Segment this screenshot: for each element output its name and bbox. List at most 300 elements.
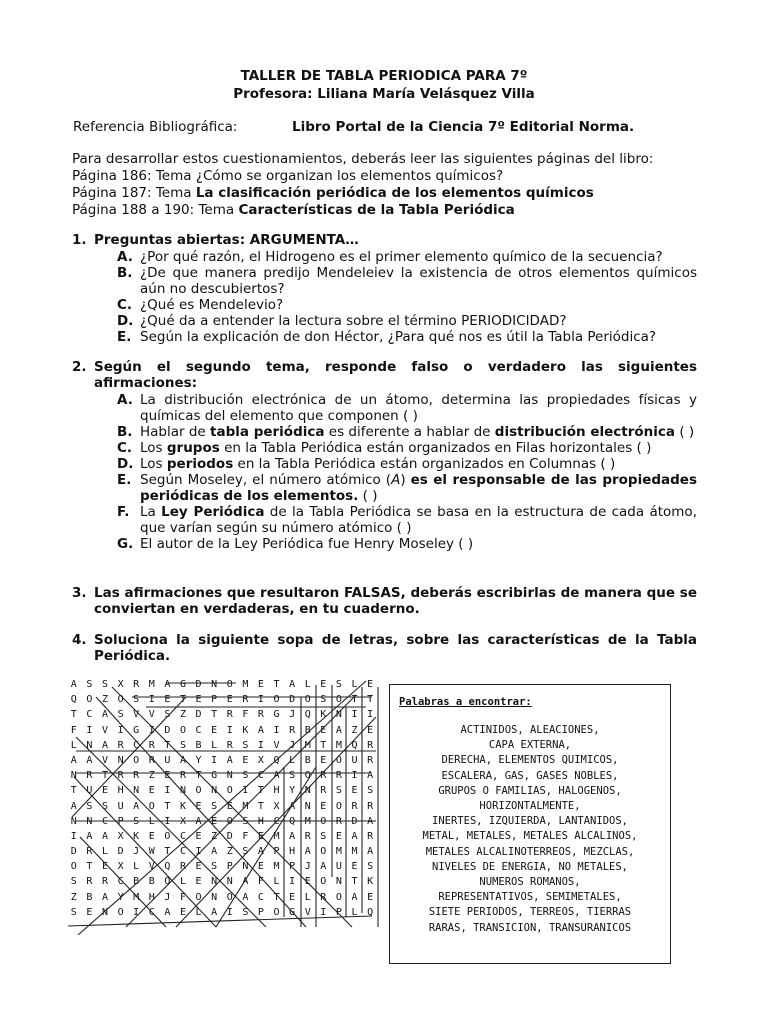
grid-letter: T (179, 694, 186, 706)
grid-letter: D (351, 815, 358, 827)
grid-letter: S (133, 694, 140, 706)
grid-letter: A (257, 724, 264, 736)
grid-letter: E (101, 785, 108, 797)
section-heading: 4. Soluciona la siguiente sopa de letras, sobre las características de la Tabla Periódica. (72, 632, 697, 664)
grid-letter: A (70, 754, 77, 766)
grid-letter: E (211, 724, 218, 736)
grid-letter: S (242, 770, 249, 782)
grid-letter: E (351, 861, 358, 873)
grid-letter: H (273, 785, 280, 797)
section-open-questions (72, 232, 697, 345)
grid-letter: I (148, 694, 155, 706)
grid-letter: R (242, 694, 249, 706)
grid-row (66, 707, 378, 722)
grid-letter: T (164, 846, 171, 858)
grid-letter: H (117, 785, 124, 797)
words-list (390, 723, 670, 936)
grid-letter: O (226, 891, 233, 903)
grid-letter: R (257, 709, 264, 721)
grid-letter: S (367, 785, 374, 797)
grid-letter: T (101, 770, 108, 782)
grid-letter: S (242, 846, 249, 858)
grid-letter: L (211, 739, 218, 751)
grid-row (66, 753, 378, 768)
grid-letter: S (179, 739, 186, 751)
grid-letter: W (148, 846, 155, 858)
grid-letter: A (226, 754, 233, 766)
grid-letter: M (351, 846, 358, 858)
grid-row (66, 768, 378, 783)
grid-row (66, 738, 378, 753)
grid-letter: D (289, 694, 296, 706)
grid-letter: Q (70, 694, 77, 706)
grid-letter: D (117, 846, 124, 858)
grid-letter: R (320, 891, 327, 903)
grid-letter: R (148, 739, 155, 751)
grid-letter: M (335, 739, 342, 751)
grid-letter: E (320, 679, 327, 690)
grid-letter: O (304, 694, 311, 706)
intro-line: Página 187: Tema La clasificación periódica de los elementos químicos (72, 185, 594, 201)
grid-letter: E (257, 861, 264, 873)
grid-letter: N (86, 739, 93, 751)
worksheet-title: TALLER DE TABLA PERIODICA PARA 7º (240, 68, 528, 84)
grid-letter: C (148, 906, 155, 918)
grid-letter: O (226, 785, 233, 797)
grid-letter: C (179, 846, 186, 858)
grid-letter: A (289, 800, 296, 812)
grid-letter: L (133, 861, 140, 873)
grid-letter: J (133, 846, 140, 858)
words-line: METALES ALCALINOTERREOS, MEZCLAS, (425, 845, 635, 858)
grid-letter: O (117, 906, 124, 918)
grid-letter: I (273, 724, 280, 736)
words-line: SIETE PERIODOS, TERREOS, TIERRAS (428, 906, 632, 919)
section-word-search (72, 632, 697, 664)
grid-letter: R (335, 815, 342, 827)
grid-letter: F (70, 724, 77, 736)
grid-letter: S (101, 679, 108, 690)
grid-letter: N (335, 709, 342, 721)
grid-letter: T (273, 891, 280, 903)
grid-letter: S (335, 679, 342, 690)
grid-letter: O (273, 906, 280, 918)
grid-letter: N (304, 785, 311, 797)
grid-letter: G (179, 679, 186, 690)
grid-letter: U (335, 861, 342, 873)
grid-letter: Z (351, 724, 358, 736)
grid-letter: L (179, 876, 186, 888)
grid-letter: O (335, 891, 342, 903)
grid-letter: B (86, 891, 93, 903)
grid-letter: B (195, 739, 202, 751)
grid-letter: R (335, 770, 342, 782)
grid-letter: L (70, 739, 77, 751)
grid-letter: J (164, 891, 171, 903)
grid-letter: Q (164, 861, 171, 873)
grid-letter: I (70, 830, 77, 842)
grid-letter: A (70, 679, 77, 690)
statement-item: B. Hablar de tabla periódica es diferente a hablar de distribución electrónica ( ) (117, 424, 695, 440)
grid-letter: D (195, 709, 202, 721)
grid-letter: A (367, 815, 374, 827)
grid-letter: R (367, 739, 374, 751)
grid-letter: L (148, 815, 155, 827)
statement-list (117, 392, 697, 552)
grid-letter: E (148, 785, 155, 797)
grid-letter: Z (148, 770, 155, 782)
grid-letter: S (133, 815, 140, 827)
grid-letter: N (304, 800, 311, 812)
grid-letter: R (367, 800, 374, 812)
grid-letter: A (273, 770, 280, 782)
grid-letter: T (211, 709, 218, 721)
section-heading: 1. Preguntas abiertas: ARGUMENTA… (72, 232, 359, 248)
section-heading: 2. Según el segundo tema, responde falso o verdadero las siguientes afirmaciones: (72, 359, 697, 391)
grid-letter: D (70, 846, 77, 858)
intro-line: Página 188 a 190: Tema Características de la Tabla Periódica (72, 202, 515, 218)
grid-letter: A (86, 754, 93, 766)
grid-letter: N (226, 876, 233, 888)
grid-letter: A (211, 906, 218, 918)
grid-letter: A (101, 709, 108, 721)
grid-letter: V (101, 754, 108, 766)
grid-letter: N (211, 679, 218, 690)
grid-letter: O (226, 815, 233, 827)
grid-letter: O (320, 815, 327, 827)
grid-letter: H (148, 891, 155, 903)
grid-letter: R (179, 770, 186, 782)
grid-letter: G (273, 709, 280, 721)
grid-letter: A (351, 891, 358, 903)
words-line: CAPA EXTERNA, (488, 739, 572, 752)
grid-letter: Z (101, 694, 108, 706)
words-to-find-box (389, 684, 671, 964)
grid-letter: L (289, 754, 296, 766)
grid-letter: L (304, 679, 311, 690)
grid-letter: E (195, 876, 202, 888)
grid-letter: I (148, 724, 155, 736)
grid-letter: Q (367, 906, 374, 918)
grid-letter: S (211, 800, 218, 812)
grid-letter: D (164, 724, 171, 736)
grid-letter: P (226, 861, 233, 873)
words-line: GRUPOS O FAMILIAS, HALOGENOS, (438, 784, 622, 797)
grid-letter: R (179, 861, 186, 873)
grid-letter: E (86, 906, 93, 918)
grid-letter: C (195, 724, 202, 736)
grid-letter: V (148, 709, 155, 721)
grid-letter: E (320, 800, 327, 812)
words-line: NUMEROS ROMANOS, (479, 876, 581, 889)
grid-letter: I (242, 785, 249, 797)
grid-letter: E (195, 694, 202, 706)
grid-letter: U (86, 785, 93, 797)
grid-letter: B (304, 724, 311, 736)
grid-letter: M (273, 861, 280, 873)
grid-row (66, 783, 378, 798)
grid-letter: N (242, 861, 249, 873)
grid-letter: E (211, 815, 218, 827)
grid-letter: O (335, 800, 342, 812)
grid-letter: S (164, 709, 171, 721)
grid-letter: X (117, 679, 124, 690)
grid-letter: O (117, 694, 124, 706)
grid-letter: E (304, 876, 311, 888)
grid-row (66, 890, 378, 905)
grid-letter: Z (211, 830, 218, 842)
grid-letter: A (289, 679, 296, 690)
grid-letter: Q (289, 815, 296, 827)
section-heading: 3. Las afirmaciones que resultaron FALSAS, deberás escribirlas de manera que se conviertan en verdaderas, en tu cuaderno. (72, 585, 697, 617)
grid-letter: M (242, 679, 249, 690)
grid-letter: T (320, 739, 327, 751)
grid-letter: E (164, 770, 171, 782)
grid-letter: N (226, 770, 233, 782)
grid-letter: Q (304, 709, 311, 721)
grid-letter: O (70, 861, 77, 873)
grid-letter: R (367, 830, 374, 842)
grid-letter: A (86, 830, 93, 842)
grid-letter: C (101, 815, 108, 827)
grid-letter: H (257, 815, 264, 827)
grid-letter: O (195, 785, 202, 797)
grid-letter: L (273, 876, 280, 888)
grid-letter: R (367, 754, 374, 766)
grid-letter: A (289, 830, 296, 842)
grid-letter: Z (70, 891, 77, 903)
grid-letter: E (195, 830, 202, 842)
grid-letter: L (195, 906, 202, 918)
grid-letter: R (351, 800, 358, 812)
grid-letter: M (242, 800, 249, 812)
grid-letter: T (351, 694, 358, 706)
grid-letter: R (133, 770, 140, 782)
grid-letter: L (351, 906, 358, 918)
grid-letter: T (367, 694, 374, 706)
grid-letter: R (101, 876, 108, 888)
grid-letter: S (242, 739, 249, 751)
grid-letter: Y (195, 754, 202, 766)
grid-letter: L (351, 679, 358, 690)
grid-letter: M (148, 679, 155, 690)
intro-block (72, 151, 702, 219)
grid-letter: T (70, 709, 77, 721)
grid-letter: C (257, 770, 264, 782)
grid-letter: C (257, 891, 264, 903)
grid-letter: E (320, 724, 327, 736)
words-line: REPRESENTATIVOS, SEMIMETALES, (438, 891, 622, 904)
grid-letter: E (226, 694, 233, 706)
grid-letter: E (367, 724, 374, 736)
grid-letter: S (86, 800, 93, 812)
grid-letter: O (179, 724, 186, 736)
intro-line: Página 186: Tema ¿Cómo se organizan los elementos químicos? (72, 168, 504, 184)
words-box-title: Palabras a encontrar: (399, 696, 532, 708)
grid-letter: C (179, 830, 186, 842)
grid-letter: P (335, 906, 342, 918)
grid-letter: X (273, 800, 280, 812)
grid-letter: A (211, 846, 218, 858)
grid-row (66, 799, 378, 814)
grid-letter: Z (179, 709, 186, 721)
grid-letter: F (242, 709, 249, 721)
grid-letter: V (273, 739, 280, 751)
question-item: B. ¿De que manera predijo Mendeleiev la existencia de otros elementos químicos aún no descubiertos? (117, 265, 697, 297)
grid-letter: I (133, 906, 140, 918)
grid-letter: A (367, 846, 374, 858)
grid-row (66, 859, 378, 874)
grid-letter: C (273, 815, 280, 827)
grid-letter: P (211, 694, 218, 706)
grid-letter: I (86, 724, 93, 736)
grid-letter: R (86, 770, 93, 782)
grid-letter: O (335, 694, 342, 706)
grid-letter: S (242, 906, 249, 918)
words-line: METAL, METALES, METALES ALCALINOS, (422, 830, 638, 843)
grid-letter: I (195, 846, 202, 858)
grid-letter: E (101, 861, 108, 873)
grid-letter: Q (351, 739, 358, 751)
grid-letter: I (289, 876, 296, 888)
grid-letter: S (86, 679, 93, 690)
grid-letter: O (164, 876, 171, 888)
grid-letter: G (133, 724, 140, 736)
grid-letter: V (133, 709, 140, 721)
grid-letter: R (226, 739, 233, 751)
grid-letter: B (133, 876, 140, 888)
grid-letter: O (226, 679, 233, 690)
statement-item: D. Los periodos en la Tabla Periódica están organizados en Columnas ( ) (117, 456, 616, 472)
grid-letter: S (367, 861, 374, 873)
grid-letter: O (304, 770, 311, 782)
grid-letter: N (86, 815, 93, 827)
grid-letter: I (320, 906, 327, 918)
grid-letter: S (70, 876, 77, 888)
grid-letter: A (133, 800, 140, 812)
grid-letter: J (304, 861, 311, 873)
grid-row (66, 723, 378, 738)
grid-letter: B (304, 754, 311, 766)
grid-letter: A (257, 846, 264, 858)
grid-letter: I (351, 709, 358, 721)
grid-letter: R (133, 679, 140, 690)
grid-letter: M (133, 891, 140, 903)
grid-letter: A (242, 891, 249, 903)
grid-letter: L (101, 846, 108, 858)
grid-letter: I (226, 724, 233, 736)
grid-letter: I (226, 906, 233, 918)
grid-letter: F (242, 830, 249, 842)
grid-letter: K (179, 800, 186, 812)
words-line: ESCALERA, GAS, GASES NOBLES, (441, 769, 619, 782)
grid-letter: E (289, 891, 296, 903)
grid-letter: I (164, 785, 171, 797)
grid-letter: E (367, 679, 374, 690)
grid-letter: A (164, 906, 171, 918)
grid-letter: O (273, 694, 280, 706)
grid-letter: K (133, 830, 140, 842)
grid-letter: B (148, 876, 155, 888)
grid-letter: E (195, 800, 202, 812)
words-line: INERTES, IZQUIERDA, LANTANIDOS, (432, 815, 628, 828)
grid-letter: S (70, 906, 77, 918)
grid-letter: I (351, 770, 358, 782)
grid-letter: E (257, 830, 264, 842)
grid-letter: E (257, 679, 264, 690)
grid-letter: J (289, 739, 296, 751)
reference-label: Referencia Bibliográfica: (73, 119, 238, 135)
grid-letter: R (117, 770, 124, 782)
grid-row (66, 874, 378, 889)
question-list (117, 249, 697, 345)
grid-letter: V (101, 724, 108, 736)
grid-letter: S (320, 830, 327, 842)
grid-letter: I (164, 815, 171, 827)
grid-letter: R (86, 846, 93, 858)
grid-letter: N (70, 815, 77, 827)
grid-letter: E (351, 785, 358, 797)
word-search-puzzle (66, 677, 382, 935)
grid-letter: P (117, 815, 124, 827)
grid-letter: D (195, 679, 202, 690)
grid-letter: G (211, 770, 218, 782)
grid-letter: X (257, 754, 264, 766)
grid-letter: N (211, 785, 218, 797)
grid-letter: N (335, 876, 342, 888)
grid-letter: R (304, 830, 311, 842)
grid-row (66, 905, 378, 920)
grid-letter: A (304, 846, 311, 858)
grid-letter: T (195, 770, 202, 782)
grid-letter: I (257, 694, 264, 706)
grid-letter: Y (117, 891, 124, 903)
grid-letter: X (117, 861, 124, 873)
grid-letter: C (117, 876, 124, 888)
letter-grid (66, 677, 378, 920)
grid-row (66, 814, 378, 829)
grid-letter: A (70, 800, 77, 812)
grid-letter: N (133, 785, 140, 797)
words-line: ACTINIDOS, ALEACIONES, (460, 724, 600, 736)
grid-letter: Q (273, 754, 280, 766)
grid-letter: U (164, 754, 171, 766)
grid-letter: K (320, 709, 327, 721)
grid-letter: H (289, 846, 296, 858)
grid-letter: T (86, 861, 93, 873)
grid-letter: O (320, 876, 327, 888)
grid-letter: V (148, 861, 155, 873)
grid-letter: S (117, 709, 124, 721)
grid-letter: T (257, 800, 264, 812)
grid-letter: A (101, 830, 108, 842)
question-item: D. ¿Qué da a entender la lectura sobre el término PERIODICIDAD? (117, 313, 567, 329)
grid-letter: J (289, 709, 296, 721)
grid-letter: N (211, 876, 218, 888)
grid-letter: Y (289, 785, 296, 797)
question-item: A. ¿Por qué razón, el Hidrogeno es el primer elemento químico de la secuencia? (117, 249, 663, 265)
grid-letter: M (273, 830, 280, 842)
grid-letter: A (164, 679, 171, 690)
grid-letter: A (367, 770, 374, 782)
words-line: NIVELES DE ENERGIA, NO METALES, (432, 860, 628, 873)
grid-letter: M (304, 739, 311, 751)
grid-letter: T (273, 679, 280, 690)
statement-item: C. Los grupos en la Tabla Periódica están organizados en Filas horizontales ( ) (117, 440, 652, 456)
grid-letter: E (335, 830, 342, 842)
grid-letter: U (351, 754, 358, 766)
grid-letter: E (195, 861, 202, 873)
